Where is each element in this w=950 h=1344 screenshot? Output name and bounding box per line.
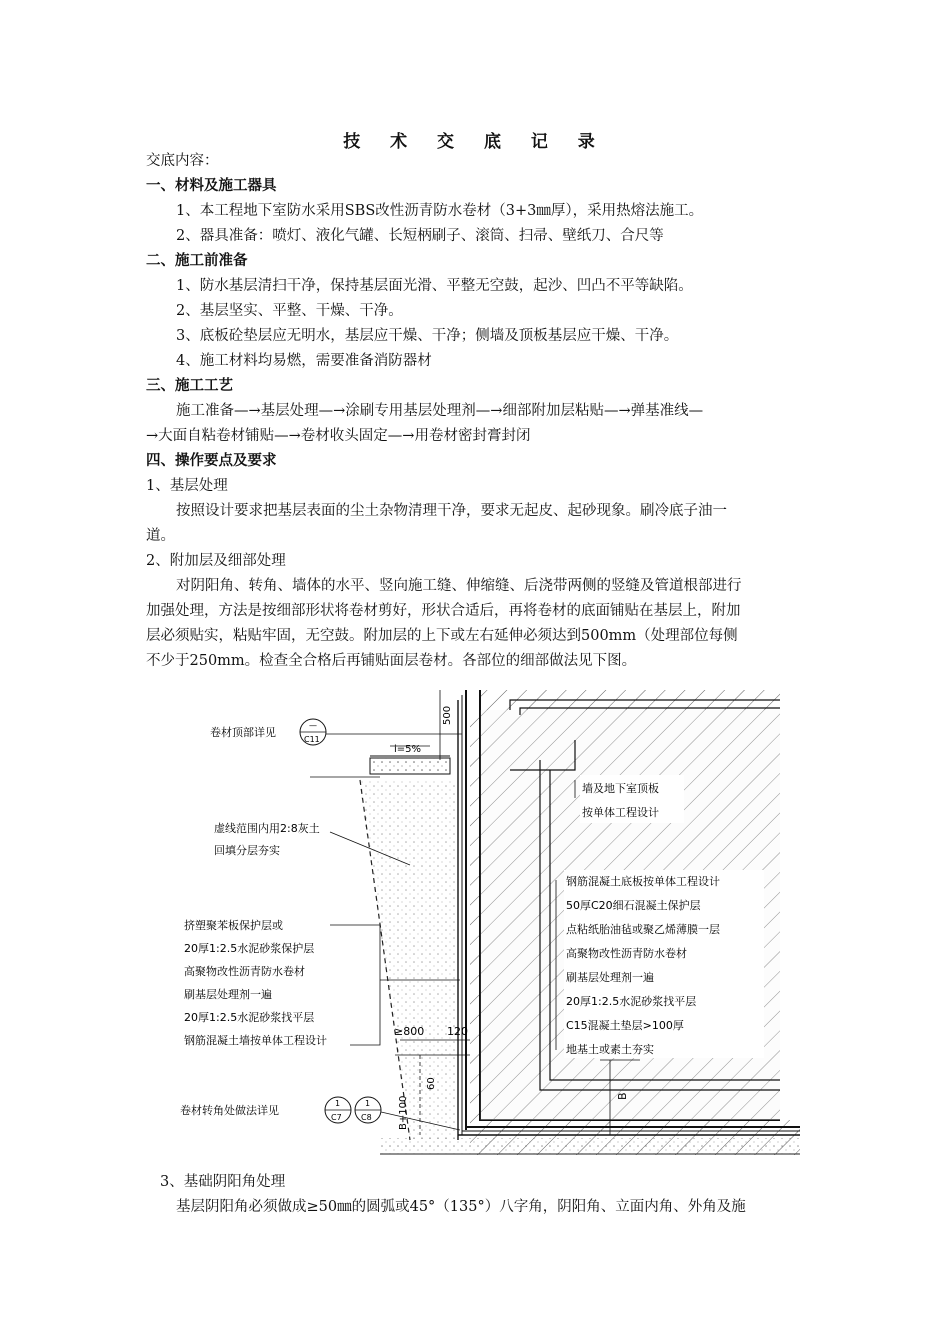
right-layer-1: 钢筋混凝土底板按单体工程设计 [566, 875, 720, 888]
right-layer-4: 高聚物改性沥青防水卷材 [566, 947, 687, 960]
backfill-label-2: 回填分层夯实 [214, 844, 280, 857]
section-4-sub2-line-4: 不少于250mm。检查全合格后再铺贴面层卷材。各部位的细部做法见下图。 [146, 653, 637, 669]
top-ref-bottom: C11 [304, 735, 320, 744]
dim-60: 60 [426, 1077, 437, 1090]
section-4-sub3-title: 3、基础阴阳角处理 [160, 1174, 286, 1190]
section-4-sub2-line-1: 对阴阳角、转角、墙体的水平、竖向施工缝、伸缩缝、后浇带两侧的竖缝及管道根部进行 [176, 578, 742, 594]
right-layer-7: C15混凝土垫层>100厚 [566, 1019, 684, 1032]
top-detail-label: 卷材顶部详见 [210, 726, 276, 739]
slope-label: i=5% [394, 744, 422, 755]
section-1-item-1: 1、本工程地下室防水采用SBS改性沥青防水卷材（3+3㎜厚），采用热熔法施工。 [176, 203, 704, 219]
section-4-heading: 四、操作要点及要求 [146, 453, 277, 469]
roof-label-2: 按单体工程设计 [582, 806, 659, 819]
section-2-item-3: 3、底板砼垫层应无明水，基层应干燥、干净；侧墙及顶板基层应干燥、干净。 [176, 328, 679, 344]
ref1-bottom: C7 [331, 1113, 342, 1122]
section-4-sub3-line-1: 基层阴阳角必须做成≥50㎜的圆弧或45°（135°）八字角，阴阳角、立面内角、外角及施 [176, 1199, 746, 1215]
waterproofing-detail-drawing [180, 680, 800, 1160]
dim-800: ≥800 [394, 1025, 425, 1038]
dim-120: 120 [447, 1025, 468, 1038]
section-4-sub1-line-1: 按照设计要求把基层表面的尘土杂物清理干净，要求无起皮、起砂现象。刷冷底子油一 [176, 503, 727, 519]
roof-label-1: 墙及地下室顶板 [582, 782, 659, 795]
left-layer-2: 20厚1:2.5水泥砂浆保护层 [184, 942, 315, 955]
left-layer-1: 挤塑聚苯板保护层或 [184, 919, 283, 932]
dim-500: 500 [442, 705, 453, 725]
top-ref-top: — [309, 721, 317, 730]
section-4-sub1-title: 1、基层处理 [146, 478, 228, 494]
ref2-bottom: C8 [361, 1113, 372, 1122]
right-layer-5: 刷基层处理剂一遍 [566, 971, 654, 984]
dim-b: B [616, 1092, 629, 1100]
page-title: 技 术 交 底 记 录 [343, 132, 607, 152]
right-layer-6: 20厚1:2.5水泥砂浆找平层 [566, 995, 697, 1008]
dim-b100: B+100 [398, 1095, 409, 1130]
left-layer-4: 刷基层处理剂一遍 [184, 988, 272, 1001]
left-layer-labels [184, 918, 327, 1047]
section-1-heading: 一、材料及施工器具 [146, 178, 277, 194]
ref1-top: 1 [335, 1099, 341, 1108]
section-3-line-1: 施工准备—→基层处理—→涂刷专用基层处理剂—→细部附加层粘贴—→弹基准线— [176, 403, 704, 419]
left-layer-3: 高聚物改性沥青防水卷材 [184, 965, 305, 978]
ref2-top: 1 [365, 1099, 371, 1108]
right-layer-2: 50厚C20细石混凝土保护层 [566, 899, 701, 912]
corner-detail-label: 卷材转角处做法详见 [180, 1104, 279, 1117]
section-4-sub2-title: 2、附加层及细部处理 [146, 553, 286, 569]
right-layer-3: 点粘纸胎油毡或聚乙烯薄膜一层 [566, 923, 720, 936]
left-layer-6: 钢筋混凝土墙按单体工程设计 [184, 1034, 327, 1047]
right-layer-8: 地基土或素土夯实 [566, 1043, 654, 1056]
section-3-line-2: →大面自粘卷材铺贴—→卷材收头固定—→用卷材密封膏封闭 [146, 428, 531, 444]
backfill-label-1: 虚线范围内用2:8灰土 [214, 822, 320, 835]
section-4-sub2-line-2: 加强处理，方法是按细部形状将卷材剪好，形状合适后，再将卷材的底面铺贴在基层上，附加 [146, 603, 741, 619]
section-2-item-4: 4、施工材料均易燃，需要准备消防器材 [176, 353, 432, 369]
section-4-sub1-line-2: 道。 [146, 528, 175, 544]
section-2-heading: 二、施工前准备 [146, 253, 248, 269]
section-3-heading: 三、施工工艺 [146, 378, 233, 394]
section-2-item-1: 1、防水基层清扫干净，保持基层面光滑、平整无空鼓，起沙、凹凸不平等缺陷。 [176, 278, 693, 294]
left-layer-5: 20厚1:2.5水泥砂浆找平层 [184, 1011, 315, 1024]
section-2-item-2: 2、基层坚实、平整、干燥、干净。 [176, 303, 403, 319]
section-4-sub2-line-3: 层必须贴实，粘贴牢固，无空鼓。附加层的上下或左右延伸必须达到500mm（处理部位每侧 [146, 628, 738, 644]
intro-label: 交底内容： [146, 153, 219, 169]
section-1-item-2: 2、器具准备：喷灯、液化气罐、长短柄刷子、滚筒、扫帚、壁纸刀、合尺等 [176, 228, 664, 244]
